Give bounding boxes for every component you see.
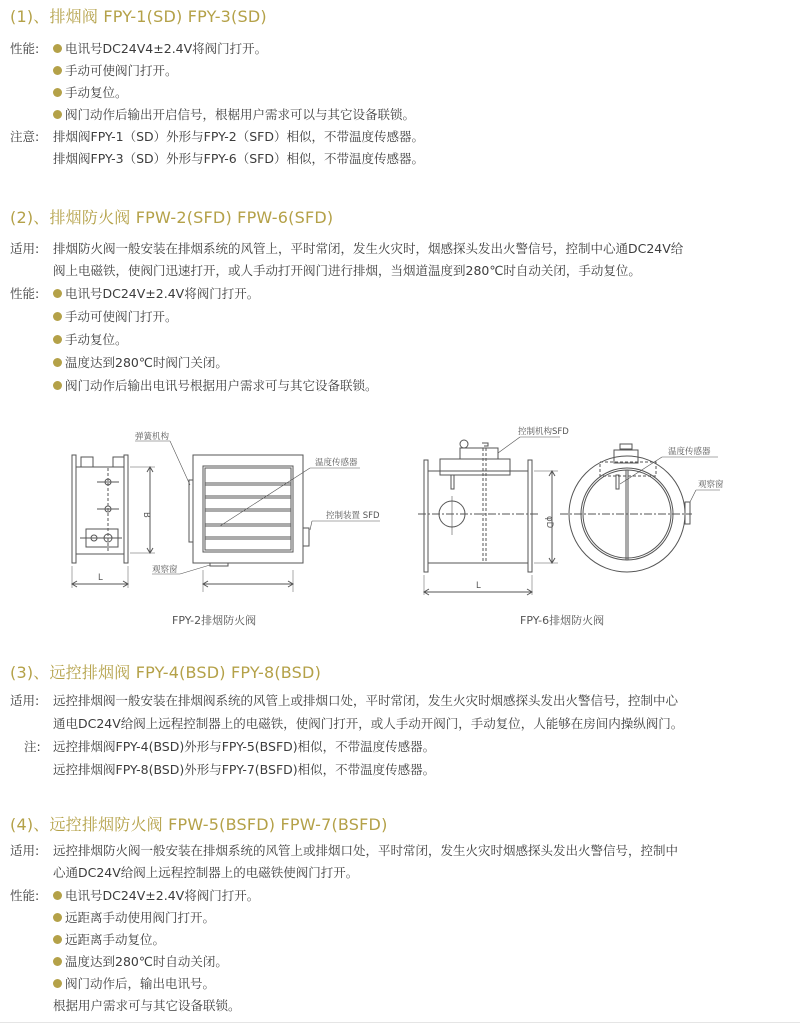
section-3-title: (3)、远控排烟阀 FPY-4(BSD) FPY-8(BSD) (10, 663, 322, 682)
use-label: 适用: (10, 241, 40, 256)
bullet-icon (53, 88, 62, 97)
divider (0, 1022, 800, 1023)
fpy2-caption: FPY-2排烟防火阀 (172, 614, 257, 627)
extra-line: 根据用户需求可与其它设备联锁。 (53, 998, 241, 1013)
dim-d-label: φD (544, 516, 554, 529)
perf-item: 手动复位。 (53, 82, 128, 104)
bullet-icon (53, 979, 62, 988)
perf-label: 性能: (10, 41, 40, 56)
use-line: 阀上电磁铁，使阀门迅速打开，或人手动打开阀门进行排烟，当烟道温度到280℃时自动关闭，手动复位。 (53, 263, 641, 278)
perf-item: 阀门动作后，输出电讯号。 (53, 973, 215, 995)
note-line: 排烟阀FPY-3（SD）外形与FPY-6（SFD）相似，不带温度传感器。 (53, 151, 424, 166)
bullet-icon (53, 44, 62, 53)
temp-sensor-label: 温度传感器 (668, 447, 711, 457)
section-1-title: (1)、排烟阀 FPY-1(SD) FPY-3(SD) (10, 7, 267, 26)
section-4-title: (4)、远控排烟防火阀 FPW-5(BSFD) FPW-7(BSFD) (10, 815, 388, 834)
bullet-icon (53, 110, 62, 119)
note-line: 远控排烟阀FPY-8(BSD)外形与FPY-7(BSFD)相似，不带温度传感器。 (53, 762, 436, 777)
fpy6-front-view (560, 444, 720, 572)
perf-item: 手动复位。 (53, 329, 128, 351)
perf-item: 阀门动作后输出开启信号，根椐用户需求可以与其它设备联锁。 (53, 104, 415, 126)
use-line: 心通DC24V给阀上远程控制器上的电磁铁使阀门打开。 (53, 865, 359, 880)
bullet-icon (53, 891, 62, 900)
perf-item: 阀门动作后输出电讯号根据用户需求可与其它设备联锁。 (53, 375, 378, 397)
perf-label: 性能: (10, 286, 40, 301)
fpy2-diagram (60, 420, 400, 630)
section-2-title: (2)、排烟防火阀 FPW-2(SFD) FPW-6(SFD) (10, 208, 334, 227)
observation-window-label: 观察窗 (152, 565, 178, 575)
perf-item: 温度达到280℃时阀门关闭。 (53, 352, 228, 374)
note-label: 注意: (10, 129, 40, 144)
fpy6-caption: FPY-6排烟防火阀 (520, 614, 605, 627)
temp-sensor-label: 温度传感器 (315, 458, 358, 468)
bullet-icon (53, 935, 62, 944)
note-label: 注: (24, 739, 41, 754)
perf-label: 性能: (10, 888, 40, 903)
perf-item: 手动可使阀门打开。 (53, 60, 178, 82)
dim-l-label: L (98, 573, 103, 583)
fpy6-side-view (418, 437, 560, 595)
use-line: 通电DC24V给阀上远程控制器上的电磁铁，使阀门打开，或人手动开阀门，手动复位，人能够在房间内操纵阀门。 (53, 716, 684, 731)
use-label: 适用: (10, 693, 40, 708)
fpy6-diagram (400, 420, 724, 630)
bullet-icon (53, 358, 62, 367)
bullet-icon (53, 66, 62, 75)
note-line: 远控排烟阀FPY-4(BSD)外形与FPY-5(BSFD)相似，不带温度传感器。 (53, 739, 436, 754)
bullet-icon (53, 913, 62, 922)
perf-item: 电讯号DC24V±2.4V将阀门打开。 (53, 885, 259, 907)
bullet-icon (53, 312, 62, 321)
bullet-icon (53, 289, 62, 298)
perf-item: 手动可使阀门打开。 (53, 306, 178, 328)
observation-window-label: 观察窗 (698, 480, 724, 490)
perf-item: 远距离手动复位。 (53, 929, 165, 951)
perf-item: 电讯号DC24V±2.4V将阀门打开。 (53, 283, 259, 305)
bullet-icon (53, 381, 62, 390)
perf-item: 电讯号DC24V4±2.4V将阀门打开。 (53, 38, 267, 60)
use-label: 适用: (10, 843, 40, 858)
perf-item: 温度达到280℃时自动关闭。 (53, 951, 228, 973)
control-device-label: 控制装置 SFD (326, 511, 380, 521)
dim-b-label: B (141, 512, 151, 518)
spring-mechanism-label: 弹簧机构 (135, 432, 170, 442)
bullet-icon (53, 335, 62, 344)
use-line: 排烟防火阀一般安装在排烟系统的风管上，平时常闭，发生火灾时，烟感探头发出火警信号，控制中心通DC24V给 (53, 241, 684, 256)
use-line: 远控排烟阀一般安装在排烟阀系统的风管上或排烟口处，平时常闭，发生火灾时烟感探头发出火警信号，控制中心 (53, 693, 679, 708)
perf-item: 远距离手动使用阀门打开。 (53, 907, 215, 929)
note-line: 排烟阀FPY-1（SD）外形与FPY-2（SFD）相似，不带温度传感器。 (53, 129, 424, 144)
use-line: 远控排烟防火阀一般安装在排烟系统的风管上或排烟口处，平时常闭，发生火灾时烟感探头发出火警信号，控制中 (53, 843, 679, 858)
bullet-icon (53, 957, 62, 966)
fpy2-side-view (72, 455, 155, 588)
dim-l-label: L (476, 581, 481, 591)
control-mechanism-label: 控制机构SFD (518, 427, 569, 437)
